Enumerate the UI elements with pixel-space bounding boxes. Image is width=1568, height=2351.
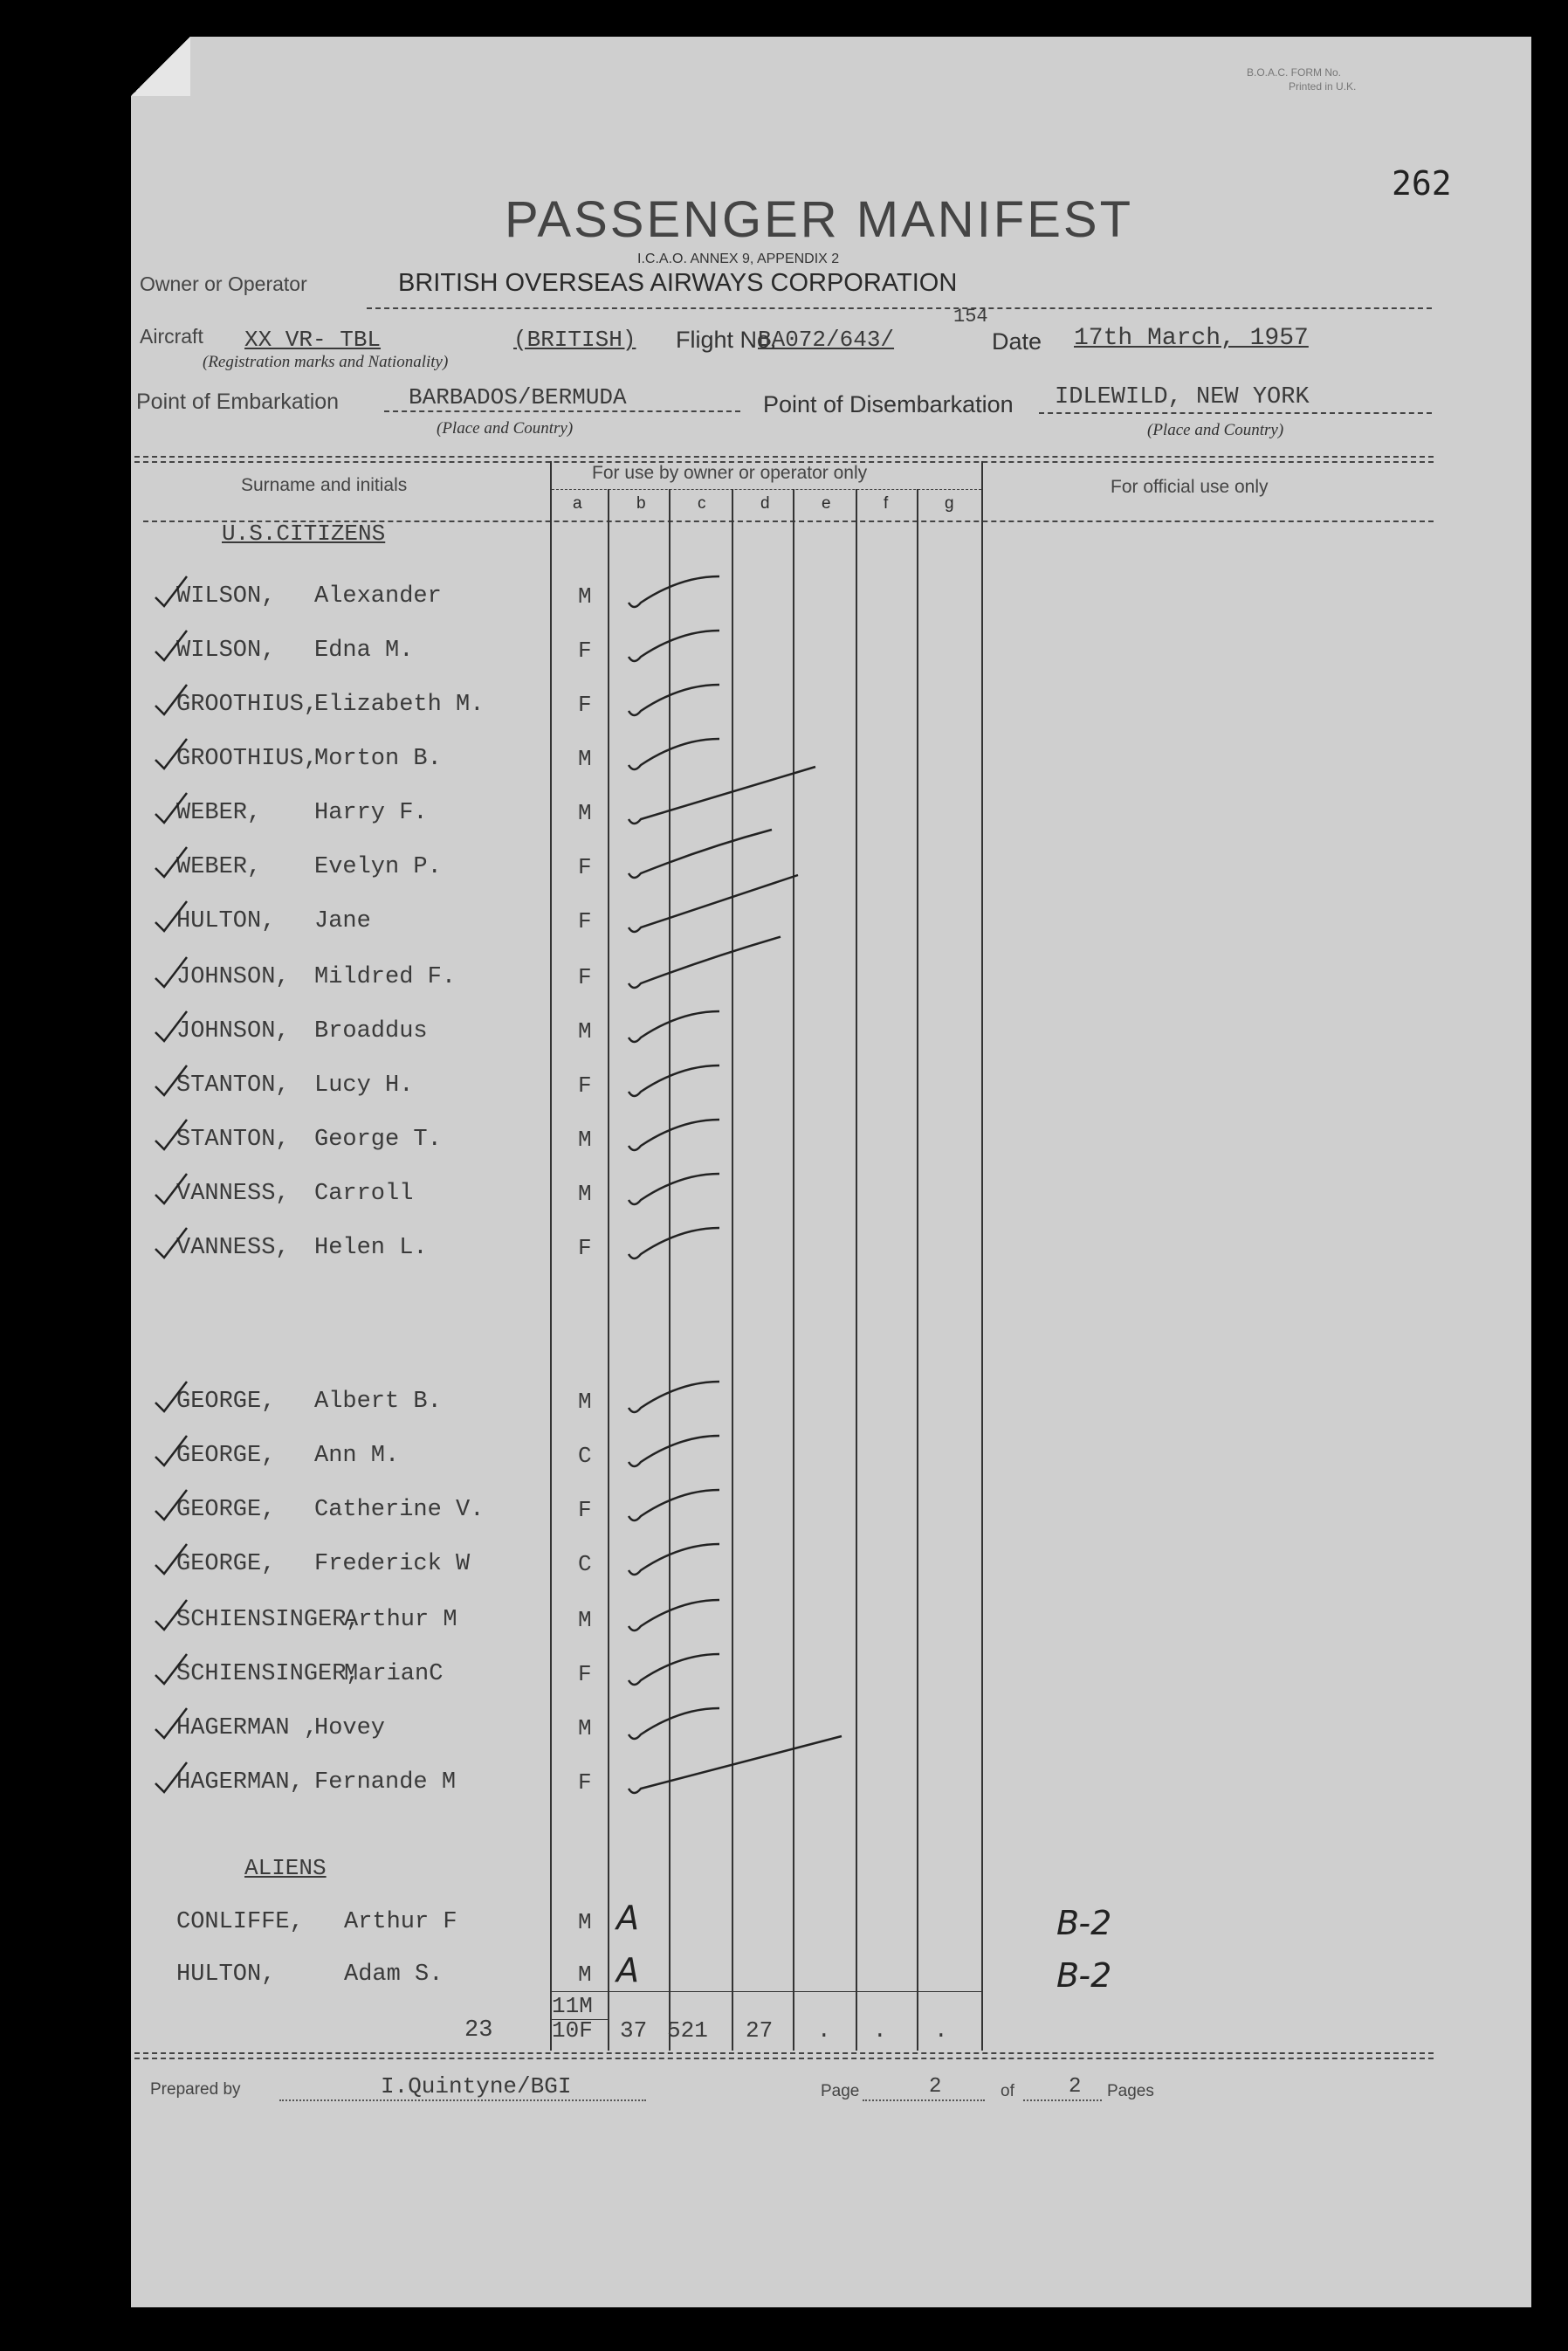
passenger-surname: SCHIENSINGER, bbox=[176, 1607, 361, 1633]
passenger-surname: HAGERMAN , bbox=[176, 1715, 319, 1741]
passenger-sex-code: M bbox=[578, 1389, 592, 1415]
passenger-surname: SCHIENSINGER, bbox=[176, 1661, 361, 1687]
passenger-given-name: Helen L. bbox=[314, 1235, 428, 1261]
col-owner-use-header: For use by owner or operator only bbox=[592, 463, 868, 483]
visa-class-handwritten: B-2 bbox=[1056, 1904, 1112, 1942]
passenger-given-name: MarianC bbox=[344, 1661, 444, 1687]
alien-sex-code: M bbox=[578, 1961, 592, 1988]
passenger-sex-code: F bbox=[578, 1497, 592, 1523]
subcol-b: b bbox=[636, 494, 646, 513]
aircraft-note: (Registration marks and Nationality) bbox=[203, 353, 449, 371]
alien-sex-code: M bbox=[578, 1909, 592, 1935]
passenger-surname: HULTON, bbox=[176, 908, 276, 934]
checkmark-icon bbox=[155, 1174, 187, 1203]
checkmark-icon bbox=[155, 576, 187, 606]
col-official-header: For official use only bbox=[1111, 477, 1269, 497]
passenger-surname: GEORGE, bbox=[176, 1389, 276, 1415]
passenger-surname: GROOTHIUS, bbox=[176, 746, 319, 772]
passenger-given-name: Broaddus bbox=[314, 1018, 428, 1045]
checkmark-icon bbox=[629, 1654, 719, 1685]
passenger-surname: GEORGE, bbox=[176, 1497, 276, 1523]
disembark-note: (Place and Country) bbox=[1147, 421, 1284, 439]
flight-value: BA072/643/ bbox=[758, 327, 895, 353]
passenger-sex-code: M bbox=[578, 746, 592, 772]
checkmark-icon bbox=[155, 631, 187, 660]
page-value: 2 bbox=[929, 2075, 942, 2099]
passenger-sex-code: M bbox=[578, 1127, 592, 1153]
passenger-sex-code: F bbox=[578, 1072, 592, 1099]
checkmark-icon bbox=[155, 957, 187, 987]
checkmark-icon bbox=[155, 685, 187, 714]
subcol-e: e bbox=[822, 494, 831, 513]
flight-label: Flight No. bbox=[676, 327, 777, 353]
passenger-given-name: Edna M. bbox=[314, 638, 414, 664]
passenger-sex-code: F bbox=[578, 1661, 592, 1687]
passenger-sex-code: M bbox=[578, 1715, 592, 1741]
alien-given-name: Arthur F bbox=[344, 1909, 457, 1935]
passenger-sex-code: F bbox=[578, 1235, 592, 1261]
total-c: 521 bbox=[667, 2017, 708, 2044]
passenger-sex-code: M bbox=[578, 1018, 592, 1045]
checkmark-icon bbox=[155, 1654, 187, 1684]
passenger-surname: GEORGE, bbox=[176, 1443, 276, 1469]
passenger-surname: GEORGE, bbox=[176, 1551, 276, 1577]
checkmark-icon bbox=[155, 1762, 187, 1792]
passenger-given-name: Ann M. bbox=[314, 1443, 400, 1469]
checkmark-icon bbox=[629, 830, 772, 878]
checkmark-icon bbox=[629, 937, 781, 988]
page-stamp: 262 bbox=[1392, 164, 1452, 203]
checkmark-icon bbox=[629, 1011, 719, 1042]
passenger-given-name: Fernande M bbox=[314, 1769, 457, 1796]
prepared-label: Prepared by bbox=[150, 2080, 241, 2099]
total-a-line2: 10F bbox=[552, 2017, 593, 2044]
checkmark-icon bbox=[629, 767, 815, 824]
checkmark-icon bbox=[629, 1065, 719, 1096]
passenger-sex-code: F bbox=[578, 854, 592, 880]
section-us-citizens: U.S.CITIZENS bbox=[222, 521, 386, 547]
passenger-sex-code: F bbox=[578, 964, 592, 990]
checkmark-icon bbox=[155, 1228, 187, 1258]
col-surname-header: Surname and initials bbox=[241, 475, 408, 495]
total-b: 37 bbox=[620, 2017, 648, 2044]
passenger-surname: VANNESS, bbox=[176, 1235, 290, 1261]
alien-class-handwritten: A bbox=[616, 1951, 639, 1989]
flight-superscript: 154 bbox=[953, 306, 988, 327]
passenger-sex-code: M bbox=[578, 1181, 592, 1207]
subcol-g: g bbox=[945, 494, 954, 513]
checkmark-icon bbox=[629, 1382, 719, 1412]
checkmark-icon bbox=[629, 739, 719, 769]
passenger-given-name: Morton B. bbox=[314, 746, 442, 772]
alien-surname: CONLIFFE, bbox=[176, 1909, 304, 1935]
aircraft-value: XX VR- TBL bbox=[244, 327, 382, 353]
passenger-given-name: Albert B. bbox=[314, 1389, 442, 1415]
alien-surname: HULTON, bbox=[176, 1961, 276, 1988]
checkmark-icon bbox=[155, 1065, 187, 1095]
checkmark-icon bbox=[155, 1120, 187, 1149]
checkmark-icon bbox=[629, 1228, 719, 1258]
of-label: of bbox=[1001, 2082, 1014, 2100]
passenger-given-name: Hovey bbox=[314, 1715, 386, 1741]
passenger-surname: STANTON, bbox=[176, 1127, 290, 1153]
passenger-surname: JOHNSON, bbox=[176, 1018, 290, 1045]
subcol-f: f bbox=[884, 494, 889, 513]
passenger-sex-code: F bbox=[578, 638, 592, 664]
passenger-surname: JOHNSON, bbox=[176, 964, 290, 990]
total-e: . bbox=[817, 2017, 831, 2044]
passenger-sex-code: M bbox=[578, 1607, 592, 1633]
embark-note: (Place and Country) bbox=[437, 419, 574, 438]
checkmark-icon bbox=[155, 1708, 187, 1738]
visa-class-handwritten: B-2 bbox=[1056, 1956, 1112, 1995]
checkmark-icon bbox=[629, 1120, 719, 1150]
checkmark-icon bbox=[629, 685, 719, 715]
passenger-surname: WILSON, bbox=[176, 638, 276, 664]
alien-class-handwritten: A bbox=[616, 1899, 639, 1937]
pages-label: Pages bbox=[1107, 2082, 1154, 2100]
checkmark-icon bbox=[629, 875, 798, 932]
owner-value: BRITISH OVERSEAS AIRWAYS CORPORATION bbox=[398, 269, 958, 297]
passenger-given-name: George T. bbox=[314, 1127, 442, 1153]
date-label: Date bbox=[992, 328, 1042, 355]
page-label: Page bbox=[821, 2082, 860, 2100]
passenger-given-name: Harry F. bbox=[314, 800, 428, 826]
passenger-sex-code: C bbox=[578, 1443, 592, 1469]
passenger-surname: WEBER, bbox=[176, 854, 262, 880]
passenger-given-name: Jane bbox=[314, 908, 371, 934]
prepared-value: I.Quintyne/BGI bbox=[381, 2073, 572, 2099]
passenger-sex-code: C bbox=[578, 1551, 592, 1577]
owner-label: Owner or Operator bbox=[140, 272, 307, 295]
printed-in: Printed in U.K. bbox=[1289, 80, 1357, 93]
aircraft-nationality: (BRITISH) bbox=[513, 327, 636, 353]
checkmark-icon bbox=[629, 576, 719, 607]
passenger-surname: GROOTHIUS, bbox=[176, 692, 319, 718]
total-d: 27 bbox=[746, 2017, 774, 2044]
embark-label: Point of Embarkation bbox=[136, 390, 340, 414]
total-f: . bbox=[873, 2017, 887, 2044]
checkmark-icon bbox=[629, 1490, 719, 1520]
checkmark-icon bbox=[155, 847, 187, 877]
checkmark-icon bbox=[155, 1600, 187, 1630]
total-a-line1: 11M bbox=[552, 1993, 593, 2019]
passenger-given-name: Alexander bbox=[314, 583, 442, 610]
checkmark-icon bbox=[155, 1011, 187, 1041]
passenger-sex-code: F bbox=[578, 1769, 592, 1796]
disembark-value: IDLEWILD, NEW YORK bbox=[1055, 384, 1310, 410]
passenger-surname: STANTON, bbox=[176, 1072, 290, 1099]
checkmark-icon bbox=[155, 739, 187, 769]
passenger-surname: WEBER, bbox=[176, 800, 262, 826]
date-value: 17th March, 1957 bbox=[1074, 325, 1309, 352]
checkmark-icon bbox=[629, 1544, 719, 1575]
page-title: PASSENGER MANIFEST bbox=[505, 191, 1134, 248]
of-value: 2 bbox=[1069, 2075, 1082, 2099]
passenger-given-name: Frederick W bbox=[314, 1551, 471, 1577]
passenger-sex-code: F bbox=[578, 908, 592, 934]
passenger-sex-code: M bbox=[578, 583, 592, 610]
checkmark-icon bbox=[155, 1382, 187, 1411]
passenger-surname: VANNESS, bbox=[176, 1181, 290, 1207]
passenger-given-name: Elizabeth M. bbox=[314, 692, 485, 718]
section-aliens: ALIENS bbox=[244, 1855, 327, 1881]
passenger-given-name: Evelyn P. bbox=[314, 854, 442, 880]
checkmark-icon bbox=[629, 1708, 719, 1739]
total-g: . bbox=[934, 2017, 948, 2044]
checkmark-icon bbox=[629, 1436, 719, 1466]
subcol-c: c bbox=[698, 494, 706, 513]
passenger-given-name: Carroll bbox=[314, 1181, 414, 1207]
passenger-given-name: Arthur M bbox=[344, 1607, 457, 1633]
passenger-surname: WILSON, bbox=[176, 583, 276, 610]
checkmark-icon bbox=[629, 1174, 719, 1204]
checkmark-icon bbox=[155, 901, 187, 931]
passenger-sex-code: F bbox=[578, 692, 592, 718]
checkmark-icon bbox=[155, 1436, 187, 1465]
passenger-surname: HAGERMAN, bbox=[176, 1769, 304, 1796]
passenger-given-name: Lucy H. bbox=[314, 1072, 414, 1099]
total-count: 23 bbox=[464, 2017, 493, 2044]
checkmark-icon bbox=[629, 1600, 719, 1631]
passenger-given-name: Mildred F. bbox=[314, 964, 457, 990]
subcol-d: d bbox=[760, 494, 770, 513]
checkmark-icon bbox=[155, 793, 187, 823]
passenger-given-name: Catherine V. bbox=[314, 1497, 485, 1523]
checkmark-icon bbox=[155, 1490, 187, 1520]
aircraft-label: Aircraft bbox=[140, 325, 203, 348]
embark-value: BARBADOS/BERMUDA bbox=[409, 384, 627, 410]
checkmark-icon bbox=[629, 1736, 842, 1793]
alien-given-name: Adam S. bbox=[344, 1961, 444, 1988]
disembark-label: Point of Disembarkation bbox=[763, 391, 1014, 417]
checkmark-icon bbox=[155, 1544, 187, 1574]
subcol-a: a bbox=[573, 494, 582, 513]
form-code: B.O.A.C. FORM No. bbox=[1247, 66, 1342, 79]
page-subtitle: I.C.A.O. ANNEX 9, APPENDIX 2 bbox=[637, 252, 840, 266]
passenger-sex-code: M bbox=[578, 800, 592, 826]
checkmark-icon bbox=[629, 631, 719, 661]
